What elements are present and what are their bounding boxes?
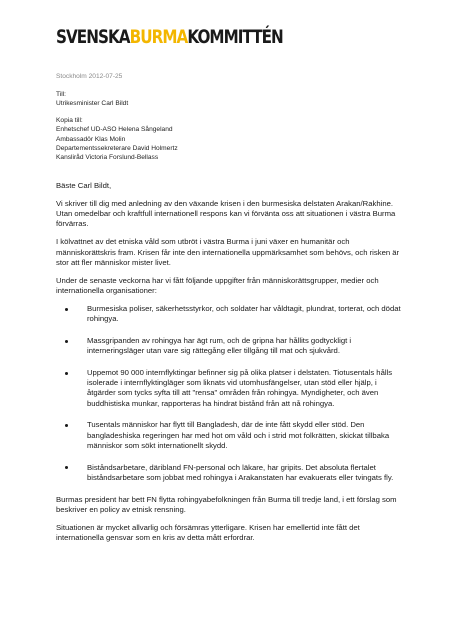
copy-label: Kopia till: xyxy=(56,117,83,124)
bullet-item xyxy=(56,463,402,483)
bullet-item xyxy=(56,368,402,409)
bullet-text: Massgripanden av rohingya har ägt rum, och de gripna har hållits godtyckligt i interneringsläger utan vare sig rättegång eller tillgång till mat och sjukvård. xyxy=(87,336,352,356)
bullet-text: Tusentals människor har flytt till Bangladesh, där de inte fått skydd eller stöd. Den bangladeshiska regeringen har med hot om våld och i strid mot folkrätten, skickat tillbaka människor som sökt internationellt skydd. xyxy=(87,420,390,450)
logo-part-kommitten: KOMMITTÉN xyxy=(187,26,283,48)
salutation: Bäste Carl Bildt, xyxy=(56,181,112,190)
body-paragraph: Under de senaste veckorna har vi fått följande uppgifter från människorättsgrupper, medier och internationella organisationer: xyxy=(56,275,379,296)
bullet-dot-icon xyxy=(65,372,68,375)
copy-recipient: Ambassadör Klas Molin xyxy=(56,135,126,143)
logo-part-svenska: SVENSKA xyxy=(56,26,130,48)
logo-part-burma: BURMA xyxy=(129,26,188,48)
body-paragraph: I kölvattnet av det etniska våld som utbröt i västra Burma i juni växer en humanitär och människorättskris fram. Krisen får inte den internationella uppmärksamhet som behövs, och risken är stor att fler människor mister livet. xyxy=(56,237,400,267)
bullet-dot-icon xyxy=(65,424,68,427)
organization-logo xyxy=(56,27,283,47)
copy-block xyxy=(56,116,178,162)
bullet-item xyxy=(56,304,402,324)
body-paragraph: Situationen är mycket allvarlig och försämras ytterligare. Krisen har emellertid inte fått det internationella gensvar som en kris av detta mått erfordrar. xyxy=(56,522,360,543)
bullet-item xyxy=(56,420,402,451)
report-bullet-list xyxy=(56,304,402,483)
bullet-text: Burmesiska poliser, säkerhetsstyrkor, och soldater har våldtagit, plundrat, torterat, och dödat rohingya. xyxy=(87,304,401,324)
letter-date: Stockholm 2012-07-25 xyxy=(56,73,123,80)
recipient-name: Utrikesminister Carl Bildt xyxy=(56,100,129,108)
bullet-dot-icon xyxy=(65,308,68,311)
copy-recipient: Departementssekreterare David Holmertz xyxy=(56,144,178,152)
bullet-dot-icon xyxy=(65,466,68,469)
bullet-item xyxy=(56,336,402,356)
bullet-dot-icon xyxy=(65,340,68,343)
body-paragraph: Vi skriver till dig med anledning av den växande krisen i den burmesiska delstaten Arakan/Rakhine. Utan omedelbar och kraftfull internationell respons kan vi förvänta oss att situationen i västra Burma förvärras. xyxy=(56,199,396,229)
bullet-text: Uppemot 90 000 internflyktingar befinner sig på olika platser i delstaten. Tiotusentals hålls isolerade i internflyktingläger som liknats vid utomhusfängelser, utan stöd eller hjälp, i åtgärder som tycks syfta till att "rensa" områden från rohingya. Myndigheter, och även buddhistiska munkar, rapporteras ha hindrat bistånd från att nå rohingya. xyxy=(87,368,393,408)
copy-recipient: Enhetschef UD-ASO Helena Sångeland xyxy=(56,126,173,134)
letter-body xyxy=(56,199,402,551)
recipient-block xyxy=(56,90,128,109)
recipient-label: Till: xyxy=(56,91,67,98)
bullet-text: Biståndsarbetare, däribland FN-personal och läkare, har gripits. Det absoluta flertalet biståndsarbetare som jobbat med rohingya i Arakanstaten har evakuerats eller tvingats fly. xyxy=(87,462,394,482)
body-paragraph: Burmas president har bett FN flytta rohingyabefolkningen från Burma till tredje land, i ett förslag som beskriver en policy av etnisk rensning. xyxy=(56,494,397,514)
copy-recipient: Kansliråd Victoria Forslund-Bellass xyxy=(56,154,159,162)
